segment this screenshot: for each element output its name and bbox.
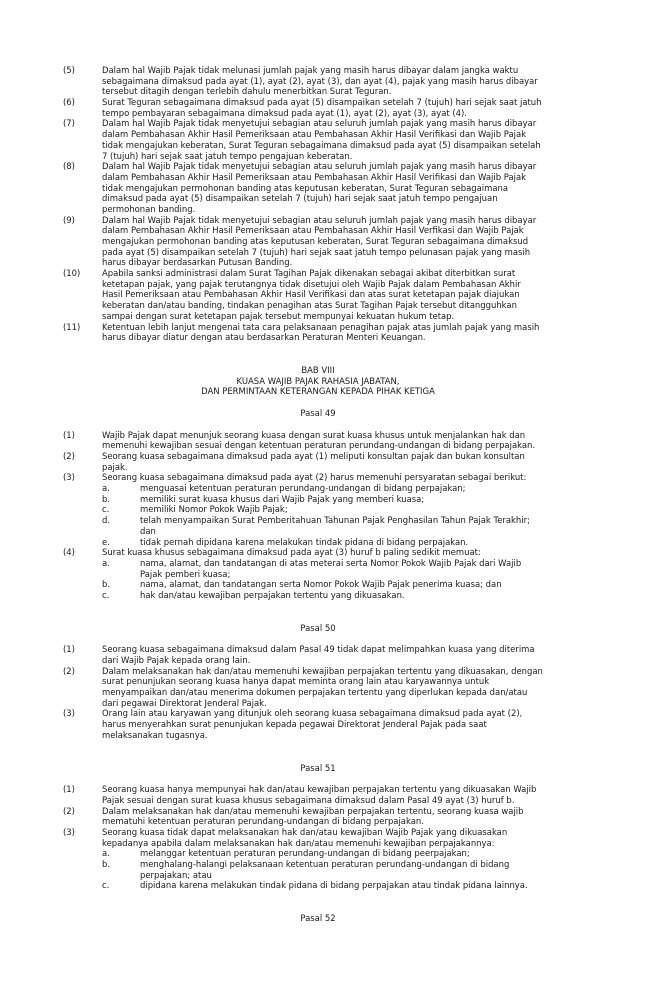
chapter-title: KUASA WAJIB PAJAK RAHASIA JABATAN, xyxy=(236,375,400,386)
sub-item-line xyxy=(0,558,651,569)
sub-item-letter: e. xyxy=(102,536,110,547)
sub-item-line xyxy=(0,504,651,515)
paragraph-text: dalam Pembahasan Akhir Hasil Pemeriksaan atau Pembahasan Akhir Hasil Verifikasi dan Wajib Pajak xyxy=(102,129,527,140)
paragraph-item xyxy=(0,451,651,472)
sub-item-letter: c. xyxy=(102,880,110,891)
paragraph-text: mematuhi ketentuan peraturan perundang-undangan di bidang perpajakan. xyxy=(102,816,424,827)
sub-item-text: Pajak pemberi kuasa; xyxy=(140,568,231,579)
text-line xyxy=(0,215,651,226)
text-line xyxy=(0,225,651,236)
section xyxy=(0,763,651,892)
text-line xyxy=(0,451,651,462)
paragraph-text: Wajib Pajak dapat menunjuk seorang kuasa dengan surat kuasa khusus untuk menjalankan hak dan xyxy=(102,429,526,440)
heading-spacer xyxy=(0,397,651,408)
paragraph-text: Dalam melaksanakan hak dan/atau memenuhi kewajiban perpajakan tertentu, seorang kuasa wajib xyxy=(102,805,524,816)
text-line xyxy=(0,547,651,558)
paragraph-number: (1) xyxy=(63,644,75,655)
text-line xyxy=(0,129,651,140)
sub-item-letter: b. xyxy=(102,579,111,590)
text-line xyxy=(0,332,651,343)
text-line xyxy=(0,838,651,849)
sub-item-letter: c. xyxy=(102,589,110,600)
text-line xyxy=(0,193,651,204)
text-line xyxy=(0,698,651,709)
sub-item-line xyxy=(0,870,651,881)
sub-item-line xyxy=(0,515,651,526)
paragraph-text: pada ayat (5) disampaikan setelah 7 (tujuh) hari sejak saat jatuh tempo pelunasan pajak yang masih xyxy=(102,246,531,257)
sub-item-line xyxy=(0,537,651,548)
section xyxy=(0,913,651,924)
text-line xyxy=(0,827,651,838)
text-line xyxy=(0,300,651,311)
paragraph-text: Seorang kuasa sebagaimana dimaksud pada ayat (2) harus memenuhi persyaratan sebagai berikut: xyxy=(102,472,527,483)
sub-item-text: menghalang-halangi pelaksanaan ketentuan peraturan perundang-undangan di bidang xyxy=(140,859,510,869)
paragraph-text: dari Wajib Pajak kepada orang lain. xyxy=(102,655,251,665)
text-line xyxy=(0,666,651,677)
paragraph-number: (5) xyxy=(63,65,75,75)
paragraph-text: dalam Pembahasan Akhir Hasil Pemeriksaan atau Pembahasan Akhir Hasil Verifikasi dan Wajib Pajak xyxy=(102,171,527,182)
article-title: Pasal 50 xyxy=(300,622,336,633)
text-line xyxy=(0,708,651,719)
text-line xyxy=(0,172,651,183)
paragraph-text: Dalam hal Wajib Pajak tidak menyetujui sebagian atau seluruh jumlah pajak yang masih harus dibayar xyxy=(102,118,537,129)
paragraph-text: Orang lain atau karyawan yang ditunjuk oleh seorang kuasa sebagaimana dimaksud pada ayat (2), xyxy=(102,708,523,719)
paragraph-number: (3) xyxy=(63,472,75,483)
paragraph-text: melaksanakan tugasnya. xyxy=(102,729,208,740)
paragraph-text: dari pegawai Direktorat Jenderal Pajak. xyxy=(102,697,267,708)
section xyxy=(0,365,651,601)
paragraph-text: 7 (tujuh) hari sejak saat jatuh tempo pengajuan keberatan. xyxy=(102,150,353,161)
paragraph-text: menyampaikan dan/atau menerima dokumen perpajakan tertentu yang diperlukan kepada dan/atau xyxy=(102,687,528,698)
chapter-title: DAN PERMINTAAN KETERANGAN KEPADA PIHAK KETIGA xyxy=(201,386,435,397)
paragraph-text: Apabila sanksi administrasi dalam Surat Tagihan Pajak dikenakan sebagai akibat diterbitkan surat xyxy=(102,268,516,279)
paragraph-number: (9) xyxy=(63,214,75,225)
sub-item-text: nama, alamat, dan tandatangan serta Nomor Pokok Wajib Pajak penerima kuasa; dan xyxy=(140,579,502,590)
sub-item-letter: a. xyxy=(102,557,110,568)
sub-item-line xyxy=(0,494,651,505)
paragraph-item xyxy=(0,666,651,709)
text-line xyxy=(0,76,651,87)
paragraph-item xyxy=(0,547,651,600)
text-line xyxy=(0,795,651,806)
sub-item-letter: a. xyxy=(102,483,110,494)
text-line xyxy=(0,236,651,247)
sub-item-text: dan xyxy=(140,525,156,536)
paragraph-text: tidak mengajukan keberatan, Surat Teguran sebagaimana dimaksud pada ayat (5) disampaikan setelah xyxy=(102,139,541,150)
section-heading xyxy=(0,763,651,774)
paragraph-item xyxy=(0,268,651,321)
paragraph-text: Ketentuan lebih lanjut mengenai tata cara pelaksanaan penagihan pajak atas jumlah pajak yang masih xyxy=(102,321,540,332)
text-line xyxy=(0,311,651,322)
text-line xyxy=(0,279,651,290)
paragraph-number: (11) xyxy=(63,321,81,332)
article-title: Pasal 51 xyxy=(300,762,336,773)
sub-item-text: telah menyampaikan Surat Pemberitahuan Tahunan Pajak Penghasilan Tahun Pajak Terakhir; xyxy=(140,515,530,526)
paragraph-text: Seorang kuasa hanya mempunyai hak dan/atau kewajiban perpajakan tertentu yang dikuasakan Wajib xyxy=(102,784,537,795)
section xyxy=(0,623,651,741)
document-page xyxy=(0,65,651,946)
text-line xyxy=(0,440,651,451)
paragraph-text: tidak mengajukan permohonan banding atas keputusan keberatan, Surat Teguran sebagaimana xyxy=(102,182,509,193)
paragraph-text: harus dibayar berdasarkan Putusan Banding. xyxy=(102,257,293,268)
section-heading xyxy=(0,623,651,634)
section-heading xyxy=(0,913,651,924)
paragraph-text: Seorang kuasa sebagaimana dimaksud dalam Pasal 49 tidak dapat melimpahkan kuasa yang diterima xyxy=(102,644,535,655)
paragraph-number: (8) xyxy=(63,161,75,172)
paragraph-text: Dalam hal Wajib Pajak tidak melunasi jumlah pajak yang masih harus dibayar dalam jangka waktu xyxy=(102,65,519,75)
text-line xyxy=(0,151,651,162)
sub-item-line xyxy=(0,859,651,870)
text-line xyxy=(0,86,651,97)
paragraph-text: Dalam hal Wajib Pajak tidak menyetujui sebagian atau seluruh jumlah pajak yang masih harus dibayar xyxy=(102,214,537,225)
paragraph-item xyxy=(0,708,651,740)
paragraph-text: dimaksud pada ayat (5) disampaikan setelah 7 (tujuh) hari sejak saat jatuh tempo pengajuan xyxy=(102,193,498,204)
paragraph-item xyxy=(0,827,651,891)
paragraph-number: (10) xyxy=(63,268,81,279)
text-line xyxy=(0,784,651,795)
text-line xyxy=(0,65,651,76)
sub-item-letter: d. xyxy=(102,515,111,526)
paragraph-text: memenuhi kewajiban sesuai dengan ketentuan peraturan perundang-undangan di bidang perpajakan. xyxy=(102,440,536,451)
paragraph-number: (3) xyxy=(63,826,75,837)
text-line xyxy=(0,655,651,666)
paragraph-text: permohonan banding. xyxy=(102,203,196,214)
text-line xyxy=(0,161,651,172)
paragraph-text: harus menyerahkan surat penunjukan kepada pegawai Direktorat Jenderal Pajak pada saat xyxy=(102,719,487,730)
text-line xyxy=(0,644,651,655)
paragraph-number: (7) xyxy=(63,118,75,129)
text-line xyxy=(0,806,651,817)
paragraph-text: ketetapan pajak, yang pajak terutangnya tidak disetujui oleh Wajib Pajak dalam Pembahasan Akhir xyxy=(102,278,521,289)
paragraph-text: sebagaimana dimaksud pada ayat (1), ayat (2), ayat (3), dan ayat (4), pajak yang masih harus dibayar xyxy=(102,75,538,86)
sub-item-text: melanggar ketentuan peraturan perundang-undangan di bidang peerpajakan; xyxy=(140,848,470,859)
text-line xyxy=(0,462,651,473)
paragraph-text: kepadanya apabila dalam melaksanakan hak dan/atau memenuhi kewajiban perpajakannya: xyxy=(102,837,495,848)
paragraph-text: harus dibayar diatur dengan atau berdasarkan Peraturan Menteri Keuangan. xyxy=(102,332,426,343)
paragraph-item xyxy=(0,322,651,343)
paragraph-item xyxy=(0,161,651,214)
sub-item-line xyxy=(0,569,651,580)
text-line xyxy=(0,108,651,119)
sub-item-letter: c. xyxy=(102,504,110,515)
text-line xyxy=(0,268,651,279)
sub-item-line xyxy=(0,848,651,859)
paragraph-item xyxy=(0,430,651,451)
text-line xyxy=(0,676,651,687)
text-line xyxy=(0,816,651,827)
paragraph-number: (6) xyxy=(63,97,75,108)
paragraph-text: Seorang kuasa sebagaimana dimaksud pada ayat (1) meliputi konsultan pajak dan bukan konsultan xyxy=(102,451,525,461)
paragraph-item xyxy=(0,784,651,805)
section xyxy=(0,65,651,343)
sub-item-text: dipidana karena melakukan tindak pidana di bidang perpajakan atau tindak pidana lainnya. xyxy=(140,880,528,891)
paragraph-text: Surat Teguran sebagaimana dimaksud pada ayat (5) disampaikan setelah 7 (tujuh) hari sejak saat jatuh xyxy=(102,97,542,108)
paragraph-text: Pajak sesuai dengan surat kuasa khusus sebagaimana dimaksud dalam Pasal 49 ayat (3) huruf b. xyxy=(102,794,515,805)
text-line xyxy=(0,322,651,333)
paragraph-text: Surat kuasa khusus sebagaimana dimaksud pada ayat (3) huruf b paling sedikit memuat: xyxy=(102,547,481,558)
sub-item-line xyxy=(0,880,651,891)
paragraph-number: (3) xyxy=(63,708,75,719)
paragraph-number: (1) xyxy=(63,784,75,795)
sub-item-text: hak dan/atau kewajiban perpajakan tertentu yang dikuasakan. xyxy=(140,589,405,600)
sub-item-line xyxy=(0,483,651,494)
paragraph-item xyxy=(0,215,651,268)
text-line xyxy=(0,118,651,129)
article-title: Pasal 52 xyxy=(300,913,336,924)
paragraph-text: pajak. xyxy=(102,461,128,472)
sub-item-letter: a. xyxy=(102,848,110,859)
sub-item-text: nama, alamat, dan tandatangan di atas meterai serta Nomor Pokok Wajib Pajak dari Wajib xyxy=(140,557,522,568)
paragraph-item xyxy=(0,644,651,665)
sub-item-line xyxy=(0,526,651,537)
paragraph-text: dalam Pembahasan Akhir Hasil Pemeriksaan atau Pembahasan Akhir Hasil Verfikasi dan Wajib Pajak xyxy=(102,225,524,236)
paragraph-number: (2) xyxy=(63,805,75,816)
paragraph-item xyxy=(0,118,651,161)
chapter-title: BAB VIII xyxy=(301,364,335,375)
text-line xyxy=(0,719,651,730)
section-heading xyxy=(0,365,651,419)
sub-item-line xyxy=(0,590,651,601)
paragraph-item xyxy=(0,472,651,547)
sub-item-text: menguasai ketentuan peraturan perundang-undangan di bidang perpajakan; xyxy=(140,483,466,494)
paragraph-number: (4) xyxy=(63,547,75,558)
text-line xyxy=(0,97,651,108)
text-line xyxy=(0,472,651,483)
sub-item-letter: b. xyxy=(102,859,111,869)
article-title: Pasal 49 xyxy=(300,407,336,418)
text-line xyxy=(0,687,651,698)
paragraph-text: mengajukan permohonan banding atas keputusan keberatan, Surat Teguran sebagaimana dimaksud xyxy=(102,236,529,246)
paragraph-number: (2) xyxy=(63,451,75,461)
sub-item-text: tidak pernah dipidana karena melakukan tindak pidana di bidang perpajakan. xyxy=(140,536,469,547)
sub-item-text: memiliki surat kuasa khusus dari Wajib Pajak yang memberi kuasa; xyxy=(140,493,425,504)
paragraph-number: (1) xyxy=(63,429,75,440)
paragraph-text: Dalam hal Wajib Pajak tidak menyetujui sebagian atau seluruh jumlah pajak yang masih harus dibayar xyxy=(102,161,537,172)
text-line xyxy=(0,140,651,151)
paragraph-text: keberatan dan/atau banding, tindakan penagihan atas Surat Tagihan Pajak tersebut ditangguhkan xyxy=(102,300,517,311)
paragraph-text: tempo pembayaran sebagaimana dimaksud pada ayat (1), ayat (2), ayat (3), ayat (4). xyxy=(102,107,467,118)
paragraph-item xyxy=(0,65,651,97)
sub-item-text: memiliki Nomor Pokok Wajib Pajak; xyxy=(140,504,288,515)
text-line xyxy=(0,247,651,258)
sub-item-text: perpajakan; atau xyxy=(140,869,212,880)
text-line xyxy=(0,430,651,441)
paragraph-text: sampai dengan surat ketetapan pajak tersebut mempunyai kekuatan hukum tetap. xyxy=(102,310,455,321)
paragraph-item xyxy=(0,806,651,827)
paragraph-text: tersebut ditagih dengan terlebih dahulu menerbitkan Surat Teguran. xyxy=(102,86,392,97)
sub-item-line xyxy=(0,579,651,590)
text-line xyxy=(0,257,651,268)
paragraph-text: Seorang kuasa tidak dapat melaksanakan hak dan/atau kewajiban Wajib Pajak yang dikuasakan xyxy=(102,826,508,837)
text-line xyxy=(0,730,651,741)
sub-item-letter: b. xyxy=(102,493,111,504)
paragraph-number: (2) xyxy=(63,665,75,676)
paragraph-item xyxy=(0,97,651,118)
paragraph-text: surat penunjukan seorang kuasa hanya dapat meminta orang lain atau karyawannya untuk xyxy=(102,676,490,687)
text-line xyxy=(0,204,651,215)
text-line xyxy=(0,289,651,300)
paragraph-text: Hasil Pemeriksaan atau Pembahasan Akhir Hasil Verifikasi dan atas surat ketetapan pajak diajukan xyxy=(102,289,520,300)
text-line xyxy=(0,183,651,194)
paragraph-text: Dalam melaksanakan hak dan/atau memenuhi kewajiban perpajakan tertentu yang dikuasakan, dengan xyxy=(102,665,543,676)
